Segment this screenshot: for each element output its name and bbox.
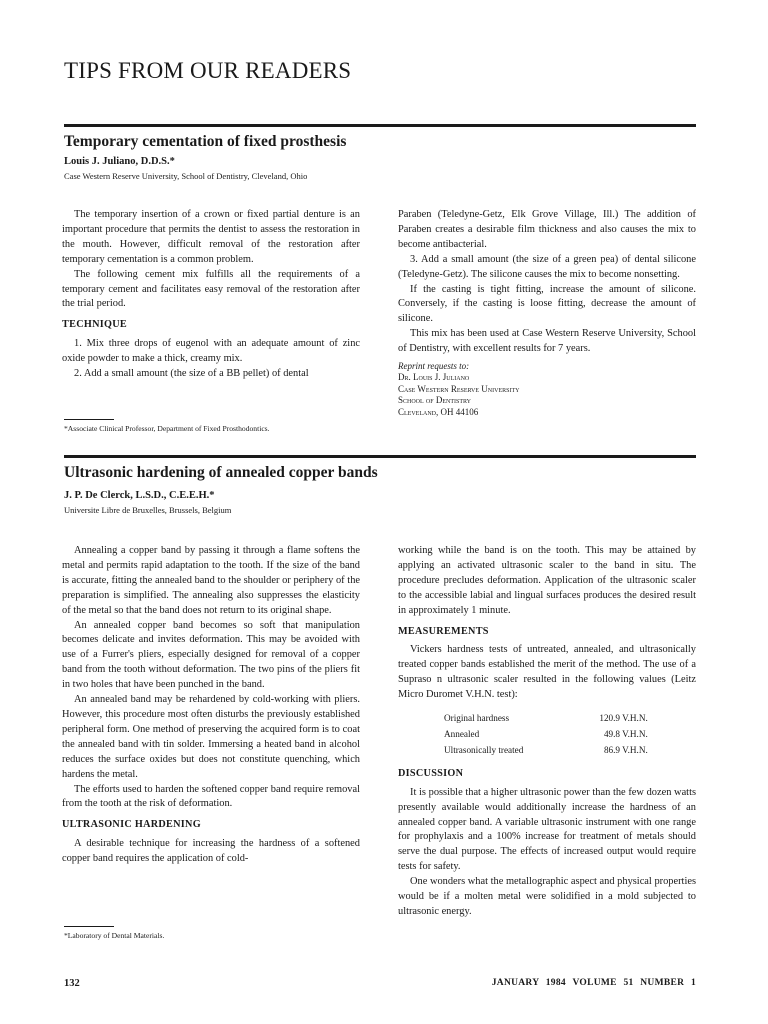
- article2-footnote-rule: [64, 926, 114, 927]
- table-row: [444, 711, 648, 727]
- article2-heading-measurements: MEASUREMENTS: [398, 625, 489, 637]
- hardness-table: [444, 711, 648, 759]
- table-row: [444, 743, 648, 759]
- article2-paragraph: Vickers hardness tests of untreated, annealed, and ultrasonically treated copper bands established the merit of the method. The use of a Supraso n ultrasonic scaler resulted in the following values (Leitz Micro Duromet V.H.N. test):: [398, 644, 696, 701]
- issue-info: JANUARY 1984 VOLUME 51 NUMBER 1: [491, 978, 696, 988]
- article1-footnote-rule: [64, 419, 114, 420]
- article2-heading-discussion: DISCUSSION: [398, 767, 464, 779]
- table-row: [444, 727, 648, 743]
- article2-paragraph: The efforts used to harden the softened copper band require removal from the tooth at the risk of deformation.: [62, 783, 360, 810]
- article2-footnote: *Laboratory of Dental Materials.: [64, 931, 165, 940]
- article1-step: 2. Add a small amount (the size of a BB pellet) of dental: [74, 368, 309, 380]
- article1-paragraph: If the casting is tight fitting, increase the amount of silicone. Conversely, if the casting is loose fitting, decrease the amount of silicone.: [398, 283, 696, 325]
- article2-paragraph: One wonders what the metallographic aspect and physical properties would be if a molten metal were solidified in a mold subjected to ultrasonic energy.: [398, 876, 696, 917]
- table-cell-value: 49.8 V.H.N.: [603, 728, 648, 739]
- article2-paragraph: An annealed band may be rehardened by cold-working with pliers. However, this procedure most often disturbs the previously established peripheral form. One method of preserving the acquired form is to coat the annealed band with tin solder. Immersing a heated band in alcohol reduces the surface oxides but does not constitute quenching, which hardens the metal.: [62, 694, 360, 780]
- article2-paragraph: Annealing a copper band by passing it through a flame softens the metal and permits rapid adaptation to the tooth. If the size of the band is accurate, fitting the annealed band to the shoulder or periphery of the preparation is simplified. The annealing also suppresses the elasticity of the metal so that the band does not return to its original shape.: [62, 545, 360, 616]
- article1-paragraph: The temporary insertion of a crown or fixed partial denture is an important procedure that permits the dentist to assess the restoration in the mouth. However, difficult removal of the restoration after temporary cementation is a common problem.: [62, 209, 360, 265]
- table-cell-value: 120.9 V.H.N.: [599, 713, 648, 724]
- article1-left-column: [62, 208, 360, 382]
- article1-paragraph: This mix has been used at Case Western Reserve University, School of Dentistry, with excellent results for 7 years.: [398, 328, 696, 355]
- article1-heading-technique: TECHNIQUE: [62, 319, 127, 331]
- page-number: 132: [64, 978, 80, 989]
- article2-top-rule: [64, 455, 696, 458]
- article1-right-column: [398, 208, 696, 418]
- reprint-name: Dr. Louis J. Juliano: [398, 372, 470, 383]
- article1-top-rule: [64, 124, 696, 127]
- reprint-block: [398, 361, 696, 418]
- article2-right-column: [398, 544, 696, 920]
- reprint-line: Case Western Reserve University: [398, 383, 520, 394]
- table-cell-label: Original hardness: [444, 713, 510, 724]
- article1-author: Louis J. Juliano, D.D.S.*: [64, 156, 175, 167]
- page-header: TIPS FROM OUR READERS: [64, 58, 352, 83]
- reprint-line: Cleveland, OH 44106: [398, 406, 479, 417]
- article1-footnote: *Associate Clinical Professor, Department of Fixed Prosthodontics.: [64, 424, 270, 433]
- article1-paragraph: Paraben (Teledyne-Getz, Elk Grove Village, Ill.) The addition of Paraben creates a desirable film thickness and also causes the mix to become antibacterial.: [398, 209, 696, 250]
- reprint-label: Reprint requests to:: [398, 361, 470, 372]
- article2-paragraph: working while the band is on the tooth. This may be attained by applying an activated ultrasonic scaler to the band in situ. The procedure precludes deformation. Application of the ultrasonic scaler to the accessible labial and lingual surfaces produces the desired result in approximately 1 minute.: [398, 545, 696, 616]
- article1-affiliation: Case Western Reserve University, School of Dentistry, Cleveland, Ohio: [64, 171, 308, 181]
- reprint-line: School of Dentistry: [398, 395, 472, 406]
- article1-step: 1. Mix three drops of eugenol with an adequate amount of zinc oxide powder to make a thick, creamy mix.: [62, 338, 360, 365]
- article2-paragraph: An annealed copper band becomes so soft that manipulation becomes delicate and invites deformation. This may be avoided with use of a Furrer's pliers, especially designed for removal of a copper band from the tooth without deformation. The two pins of the pliers fit in two holes that have been punched in the band.: [62, 619, 360, 691]
- article2-affiliation: Universite Libre de Bruxelles, Brussels, Belgium: [64, 505, 232, 515]
- article2-paragraph: A desirable technique for increasing the hardness of a softened copper band requires the application of cold-: [62, 838, 360, 865]
- article2-paragraph: It is possible that a higher ultrasonic power than the few dozen watts presently available would additionally increase the hardness of an annealed copper band. A variable ultrasonic instrument with one range for prophylaxis and a 100% increase for treatment of metals should serve the dual purpose. The effects of increased output would require tests for safety.: [398, 786, 696, 873]
- table-cell-value: 86.9 V.H.N.: [603, 744, 648, 755]
- table-cell-label: Annealed: [444, 728, 480, 739]
- article1-paragraph: The following cement mix fulfills all the requirements of a temporary cement and facilitates easy removal of the restoration after the trial period.: [62, 268, 360, 310]
- article2-heading-ultrasonic: ULTRASONIC HARDENING: [62, 819, 201, 831]
- article1-step: 3. Add a small amount (the size of a green pea) of dental silicone (Teledyne-Getz). The silicone causes the mix to become nonsetting.: [398, 253, 696, 280]
- article1-title: Temporary cementation of fixed prosthesis: [64, 133, 347, 150]
- article2-title: Ultrasonic hardening of annealed copper bands: [64, 464, 378, 481]
- table-cell-label: Ultrasonically treated: [444, 744, 524, 755]
- article2-left-column: [62, 544, 360, 867]
- article2-author: J. P. De Clerck, L.S.D., C.E.E.H.*: [64, 490, 215, 501]
